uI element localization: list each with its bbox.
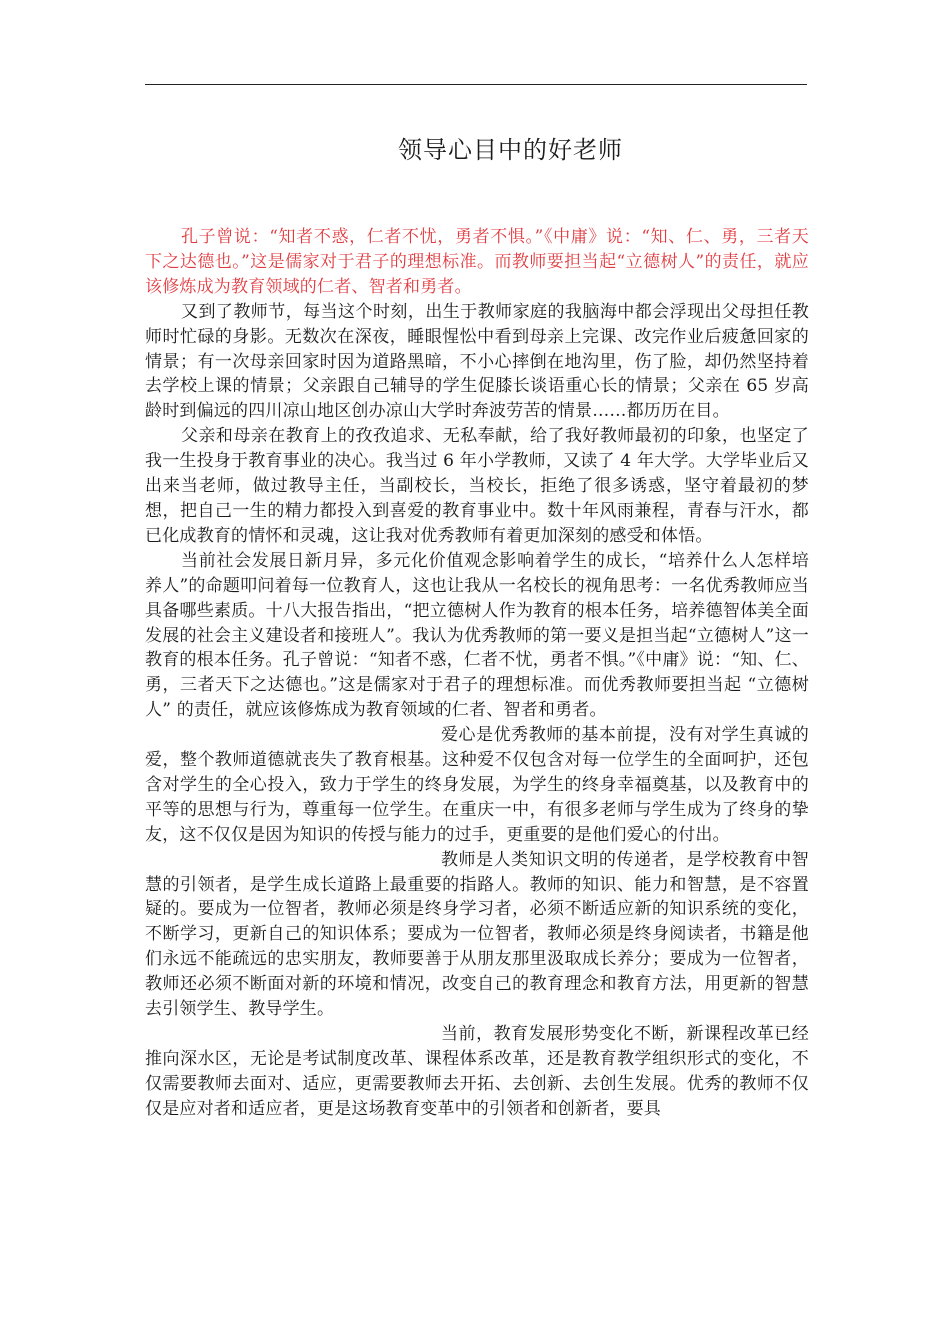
article-body bbox=[145, 225, 809, 1122]
page-title: 领导心目中的好老师 bbox=[398, 136, 623, 164]
paragraph-love: 爱心是优秀教师的基本前提，没有对学生真诚的爱，整个教师道德就丧失了教育根基。这种爱不仅包含对每一位学生的全面呵护，还包含对学生的全心投入，致力于学生的终身发展，为学生的终身幸福奠基，以及教育中的平等的思想与行为，尊重每一位学生。在重庆一中，有很多老师与学生成为了终身的挚友，这不仅仅是因为知识的传授与能力的过手，更重要的是他们爱心的付出。 bbox=[145, 725, 809, 845]
paragraph-reform: 当前，教育发展形势变化不断，新课程改革已经推向深水区，无论是考试制度改革、课程体系改革，还是教育教学组织形式的变化，不仅需要教师去面对、适应，更需要教师去开拓、去创新、去创生发展。优秀的教师不仅仅是应对者和适应者，更是这场教育变革中的引领者和创新者，要具 bbox=[145, 1024, 809, 1119]
paragraph-wisdom: 教师是人类知识文明的传递者，是学校教育中智慧的引领者，是学生成长道路上最重要的指路人。教师的知识、能力和智慧，是不容置疑的。要成为一位智者，教师必须是终身学习者，必须不断适应新的知识系统的变化，不断学习，更新自己的知识体系；要成为一位智者，教师必须是终身阅读者，书籍是他们永远不能疏远的忠实朋友，教师要善于从朋友那里汲取成长养分；要成为一位智者，教师还必须不断面对新的环境和情况，改变自己的教育理念和教育方法，用更新的智慧去引领学生、教导学生。 bbox=[145, 849, 809, 1020]
header-rule bbox=[145, 84, 807, 85]
paragraph-teachers-day: 又到了教师节，每当这个时刻，出生于教师家庭的我脑海中都会浮现出父母担任教师时忙碌的身影。无数次在深夜，睡眼惺忪中看到母亲上完课、改完作业后疲惫回家的情景；有一次母亲回家时因为道路黑暗，不小心摔倒在地沟里，伤了脸，却仍然坚持着去学校上课的情景；父亲跟自己辅导的学生促膝长谈语重心长的情景；父亲在 65 岁高龄时到偏远的四川凉山地区创办凉山大学时奔波劳苦的情景……都历历在目。 bbox=[145, 301, 809, 422]
intro-paragraph: 孔子曾说：“知者不惑，仁者不忧，勇者不惧。”《中庸》说：“知、仁、勇，三者天下之达德也。”这是儒家对于君子的理想标准。而教师要担当起“立德树人”的责任，就应该修炼成为教育领域的仁者、智者和勇者。 bbox=[145, 227, 809, 297]
paragraph-society: 当前社会发展日新月异，多元化价值观念影响着学生的成长，“培养什么人怎样培养人”的命题叩问着每一位教育人，这也让我从一名校长的视角思考：一名优秀教师应当具备哪些素质。十八大报告指出，“把立德树人作为教育的根本任务，培养德智体美全面发展的社会主义建设者和接班人”。我认为优秀教师的第一要义是担当起“立德树人”这一教育的根本任务。孔子曾说：“知者不惑，仁者不忧，勇者不惧。”《中庸》说：“知、仁、勇，三者天下之达德也。”这是儒家对于君子的理想标准。而优秀教师要担当起 “立德树人” 的责任，就应该修炼成为教育领域的仁者、智者和勇者。 bbox=[145, 550, 809, 721]
paragraph-parents: 父亲和母亲在教育上的孜孜追求、无私奉献，给了我好教师最初的印象，也坚定了我一生投身于教育事业的决心。我当过 6 年小学教师，又读了 4 年大学。大学毕业后又出来当老师，做过教导主任，当副校长，当校长，拒绝了很多诱惑，坚守着最初的梦想，把自己一生的精力都投入到喜爱的教育事业中。数十年风雨兼程，青春与汗水，都已化成教育的情怀和灵魂，这让我对优秀教师有着更加深刻的感受和体悟。 bbox=[145, 426, 809, 546]
